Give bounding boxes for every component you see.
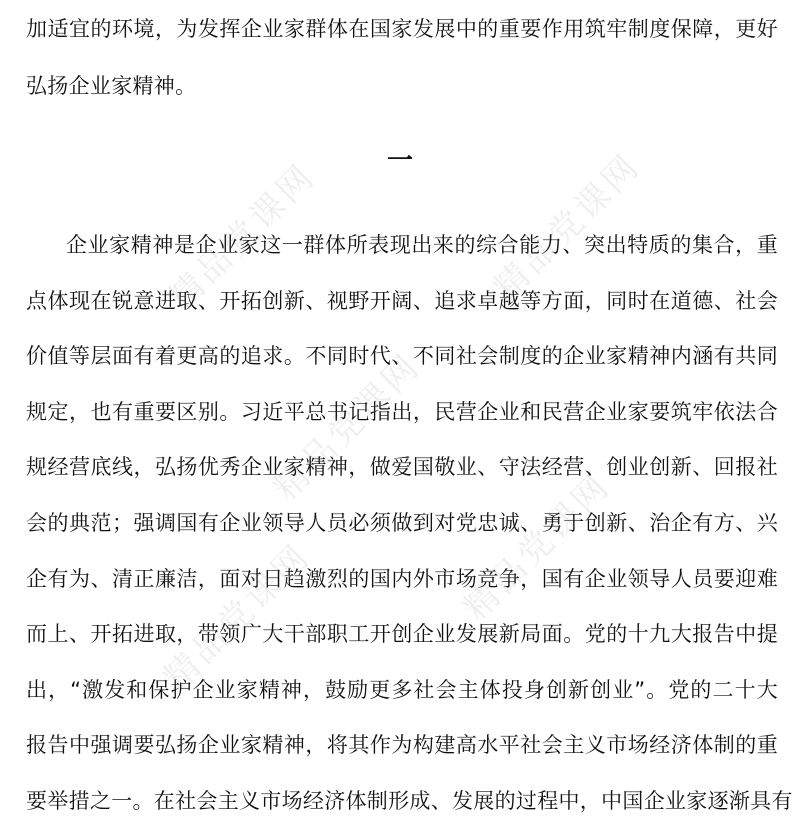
watermark: 精品党课网 [486, 145, 649, 309]
text-line-2: 弘扬企业家精神。 [26, 74, 197, 98]
watermark: 精品党课网 [161, 155, 324, 319]
paragraph-line-8: 而上、开拓进取，带领广大干部职工开创企业发展新局面。党的十九大报告中提 [26, 622, 778, 646]
watermark: 精品党课网 [456, 465, 619, 629]
paragraph-line-10: 报告中强调要弘扬企业家精神，将其作为构建高水平社会主义市场经济体制的重 [26, 733, 778, 757]
paragraph-line-6: 会的典范；强调国有企业领导人员必须做到对党忠诚、勇于创新、治企有方、兴 [26, 511, 778, 535]
paragraph-line-2: 点体现在锐意进取、开拓创新、视野开阔、追求卓越等方面，同时在道德、社会 [26, 289, 778, 313]
paragraph-line-7: 企有为、清正廉洁，面对日趋激烈的国内外市场竞争，国有企业领导人员要迎难 [26, 567, 778, 591]
paragraph-line-3: 价值等层面有着更高的追求。不同时代、不同社会制度的企业家精神内涵有共同 [26, 344, 778, 368]
text-line-1: 加适宜的环境，为发挥企业家群体在国家发展中的重要作用筑牢制度保障，更好 [26, 17, 778, 41]
section-number: 一 [386, 146, 413, 176]
paragraph-line-1: 企业家精神是企业家这一群体所表现出来的综合能力、突出特质的集合，重 [66, 233, 778, 257]
watermark: 精品党课网 [266, 345, 429, 509]
paragraph-line-4: 规定，也有重要区别。习近平总书记指出，民营企业和民营企业家要筑牢依法合 [26, 400, 778, 424]
paragraph-line-5: 规经营底线，弘扬优秀企业家精神，做爱国敬业、守法经营、创业创新、回报社 [26, 455, 778, 479]
paragraph-line-9: 出，“激发和保护企业家精神，鼓励更多社会主体投身创新创业”。党的二十大 [26, 678, 778, 702]
paragraph-line-11: 要举措之一。在社会主义市场经济体制形成、发展的过程中，中国企业家逐渐具有 [26, 789, 793, 813]
watermark: 精品党课网 [156, 535, 319, 699]
